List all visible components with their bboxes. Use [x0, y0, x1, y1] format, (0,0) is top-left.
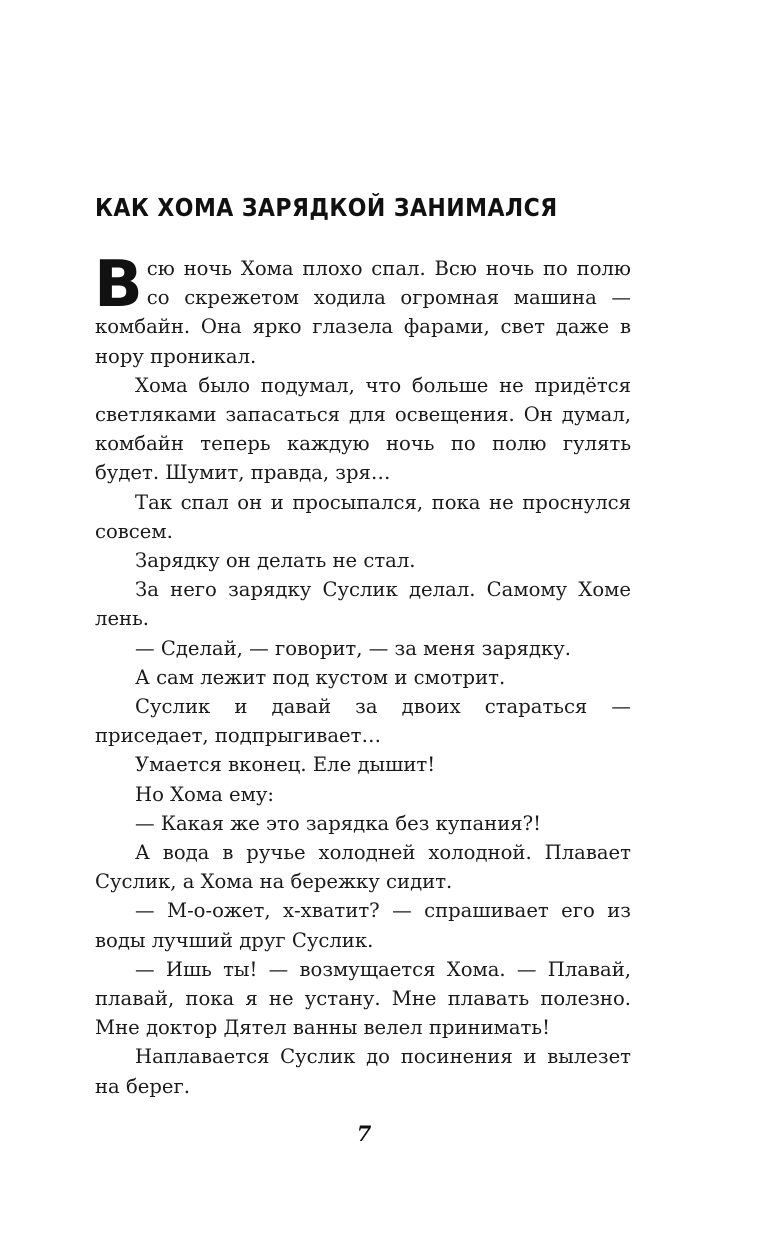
paragraph-1-text: сю ночь Хома плохо спал. Всю ночь по полю со скрежетом ходила огромная машина — комбайн. Она ярко глазела фарами, свет даже в нору проникал. [95, 257, 631, 368]
paragraph-9: Умается вконец. Еле дышит! [135, 753, 436, 777]
paragraph-14: — Ишь ты! — возмущается Хома. — Плавай, плавай, пока я не устану. Мне плавать полезно. Мне доктор Дятел ванны велел принимать! [95, 957, 631, 1040]
paragraph-13: — М-о-ожет, х-хватит? — спрашивает его из воды лучший друг Суслик. [95, 899, 631, 952]
paragraph-10: Но Хома ему: [135, 782, 274, 806]
paragraph-2: Хома было подумал, что больше не придётся светляками запасаться для освещения. Он думал, комбайн теперь каждую ночь по полю гулять будет. Шумит, правда, зря… [95, 373, 631, 485]
page-number: 7 [356, 1121, 372, 1146]
drop-cap: В [94, 248, 143, 322]
paragraph-12: А вода в ручье холодней холодной. Плавает Суслик, а Хома на бережку сидит. [95, 841, 631, 894]
chapter-text [94, 248, 631, 1101]
paragraph-7: А сам лежит под кустом и смотрит. [135, 665, 506, 689]
paragraph-8: Суслик и давай за двоих стараться — приседает, подпрыгивает… [95, 695, 631, 748]
paragraph-11: — Какая же это зарядка без купания?! [135, 811, 542, 835]
paragraph-4: Зарядку он делать не стал. [135, 549, 416, 573]
paragraph-15: Наплавается Суслик до посинения и вылезет на берег. [95, 1045, 631, 1098]
paragraph-6: — Сделай, — говорит, — за меня зарядку. [135, 636, 571, 660]
paragraph-3: Так спал он и просыпался, пока не проснулся совсем. [95, 490, 631, 543]
chapter-title: КАК ХОМА ЗАРЯДКОЙ ЗАНИМАЛСЯ [95, 193, 558, 222]
paragraph-5: За него зарядку Суслик делал. Самому Хоме лень. [95, 578, 631, 631]
paragraph-1 [94, 248, 631, 371]
